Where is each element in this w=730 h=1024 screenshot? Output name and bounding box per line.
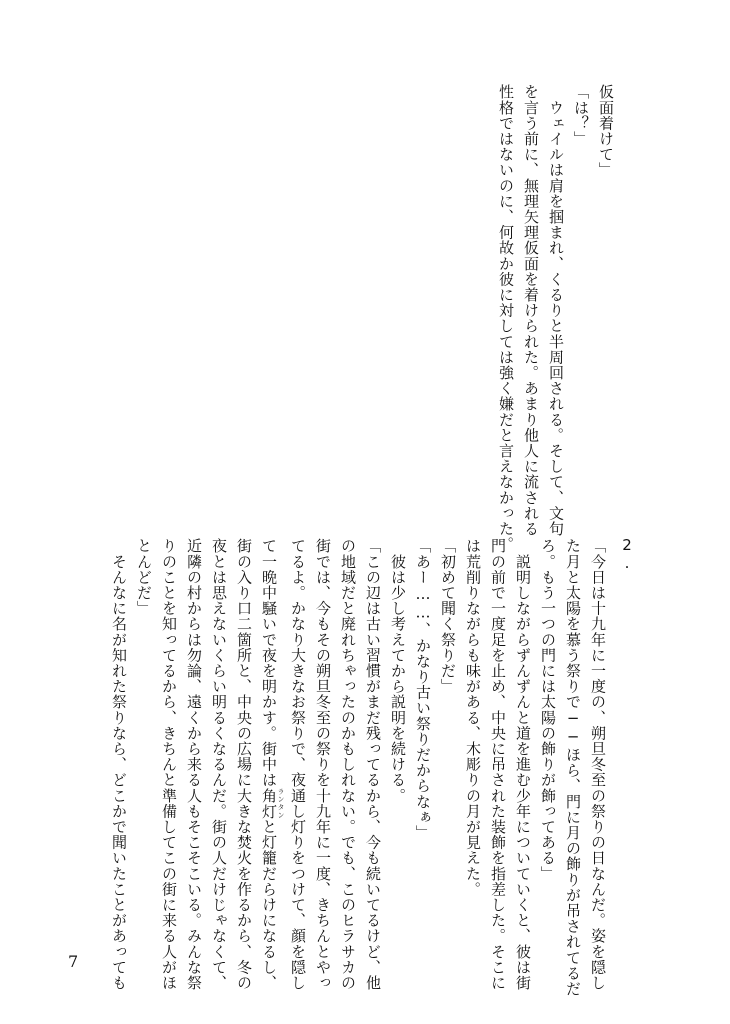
text-line: 「は？」 bbox=[572, 84, 590, 147]
text-line: そんなに名が知れた祭りなら、どこかで聞いたことがあっても bbox=[110, 538, 128, 991]
text-line: とんどだ」 bbox=[135, 538, 153, 616]
text-line: 性格ではないのに、何故か彼に対しては強く嫌だと言えなかった。 bbox=[497, 84, 515, 552]
text-line: てるよ。かなり大きなお祭りで、夜通し灯りをつけて、顔を隠し bbox=[289, 538, 307, 991]
section-number: 2. bbox=[618, 536, 636, 572]
text-line: 「この辺は古い習慣がまだ残ってるから、今も続いてるけど、他 bbox=[364, 538, 382, 991]
text-fragment: て一晩中騒いで夜を明かす。街中は角灯 ランタンと灯籠だらけになるし、 bbox=[260, 538, 285, 991]
text-line: りのことを知ってるから、きちんと準備してこの街に来る人がほ bbox=[160, 538, 178, 991]
text-line: 「初めて聞く祭りだ」 bbox=[439, 538, 457, 694]
text-line: 近隣の村からは勿論、遠くから来る人もそこそこいる。みんな祭 bbox=[185, 538, 203, 991]
text-line: 彼は少し考えてから説明を続ける。 bbox=[389, 538, 407, 804]
text-line: た月と太陽を慕う祭りで──ほら、門に月の飾りが吊されてるだ bbox=[564, 538, 582, 997]
text-line: を言う前に、無理矢理仮面を着けられた。あまり他人に流される bbox=[522, 84, 540, 537]
text-line: 仮面着けて」 bbox=[597, 84, 615, 178]
text-line: 説明しながらずんずんと道を進む少年についていくと、彼は街 bbox=[514, 538, 532, 991]
ruby-kakuto: 角灯 ランタン bbox=[260, 787, 285, 819]
text-line: ろ。もう一つの門には太陽の飾りが飾ってある」 bbox=[539, 538, 557, 882]
text-line: 「あー……、かなり古い祭りだからなぁ」 bbox=[414, 538, 432, 841]
text-line: 街の入り口二箇所と、中央の広場に大きな焚火を作るから、冬の bbox=[235, 538, 253, 991]
text-line bbox=[256, 538, 285, 991]
lower-text-block bbox=[106, 538, 610, 997]
text-line: は荒削りながらも味がある、木彫りの月が見えた。 bbox=[464, 538, 482, 897]
text-line: の地域だと廃れちゃったのかもしれない。でも、このヒラサカの bbox=[339, 538, 357, 991]
text-line: 門の前で一度足を止め、中央に吊された装飾を指差した。そこに bbox=[489, 538, 507, 991]
text-line: 「今日は十九年に一度の、朔旦冬至の祭りの日なんだ。姿を隠し bbox=[589, 538, 607, 991]
text-line: 夜とは思えないくらい明るくなるんだ。街の人だけじゃなくて、 bbox=[210, 538, 228, 991]
page-number: 7 bbox=[68, 952, 79, 971]
text-line: 街では、今もその朔旦冬至の祭りを十九年に一度、きちんとやっ bbox=[314, 538, 332, 991]
text-line: ウェイルは肩を掴まれ、くるりと半周回される。そして、文句 bbox=[547, 84, 565, 537]
upper-text-block bbox=[493, 84, 618, 552]
